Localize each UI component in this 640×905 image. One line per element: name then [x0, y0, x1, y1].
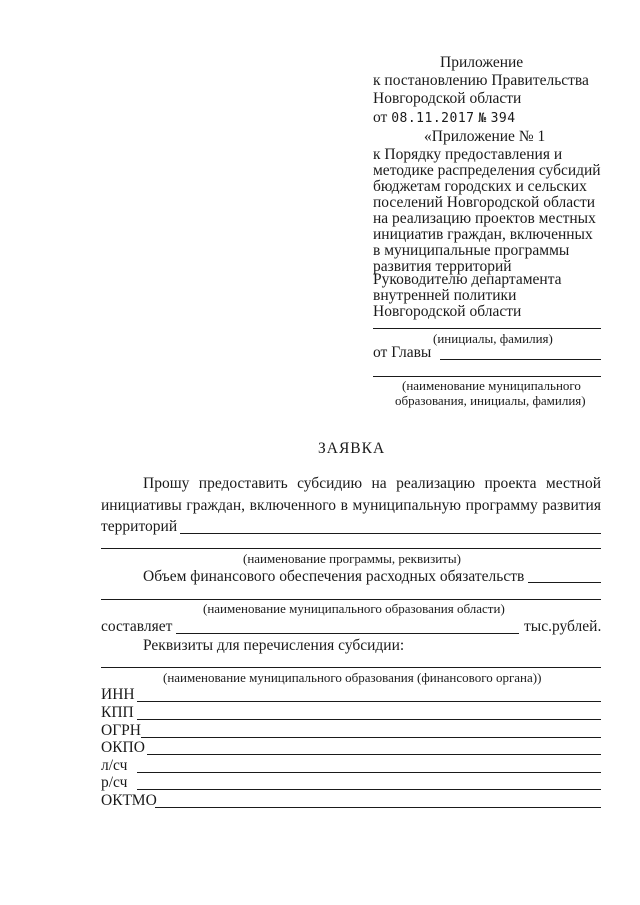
field-line-oktmo[interactable] — [155, 807, 601, 808]
order-line: в муниципальные программы — [373, 242, 570, 259]
resolution-label: к постановлению Правительства — [373, 72, 589, 89]
field-line-kpp[interactable] — [137, 719, 601, 720]
field-line-okpo[interactable] — [147, 754, 601, 755]
field-line-settlement-account[interactable] — [137, 789, 601, 790]
amount-suffix: тыс.рублей. — [524, 618, 602, 635]
field-label-kpp: КПП — [101, 704, 134, 721]
field-label-personal-account: л/сч — [101, 757, 128, 774]
field-line-inn[interactable] — [137, 701, 601, 702]
request-line-1: Прошу предоставить субсидию на реализацию проекта местной — [143, 475, 601, 492]
field-label-settlement-account: р/сч — [101, 774, 128, 791]
appendix-number: «Приложение № 1 — [424, 128, 546, 145]
page-title: ЗАЯВКА — [318, 440, 386, 457]
municipality-caption: (наименование муниципального образования области) — [203, 601, 505, 616]
field-label-oktmo: ОКТМО — [101, 792, 157, 809]
appendix-label: Приложение — [440, 54, 524, 71]
order-line: бюджетам городских и сельских — [373, 178, 587, 195]
addressee-line: внутренней политики — [373, 287, 517, 304]
from-head-label: от Главы — [373, 344, 432, 361]
addressee-line: Новгородской области — [373, 303, 522, 320]
head-name-line[interactable] — [440, 359, 601, 360]
from-label: от — [373, 109, 388, 126]
order-reference — [373, 147, 601, 275]
addressee-initials-line[interactable] — [373, 328, 601, 329]
requisites-label: Реквизиты для перечисления субсидии: — [143, 637, 405, 654]
finance-body-line[interactable] — [101, 667, 601, 668]
field-label-ogrn: ОГРН — [101, 722, 141, 739]
resolution-date: 08.11.2017 — [391, 111, 475, 126]
initials-caption: (инициалы, фамилия) — [433, 331, 553, 346]
order-line: поселений Новгородской области — [373, 194, 596, 211]
program-caption: (наименование программы, реквизиты) — [243, 551, 461, 566]
order-line: инициатив граждан, включенных — [373, 226, 593, 243]
order-line: к Порядку предоставления и — [373, 146, 563, 163]
order-line: на реализацию проектов местных — [373, 210, 596, 227]
program-line[interactable] — [180, 533, 601, 534]
field-line-personal-account[interactable] — [137, 772, 601, 773]
amount-prefix: составляет — [101, 618, 173, 635]
municipality-caption-1: (наименование муниципального — [402, 378, 581, 393]
program-line-2[interactable] — [101, 548, 601, 549]
municipality-caption-2: образования, инициалы, фамилия) — [395, 393, 586, 408]
addressee-block — [373, 272, 562, 320]
number-sign: № — [478, 111, 487, 126]
volume-label: Объем финансового обеспечения расходных обязательств — [143, 568, 525, 585]
field-line-ogrn[interactable] — [141, 737, 601, 738]
municipality-line[interactable] — [101, 599, 601, 600]
request-line-2: инициативы граждан, включенного в муниципальную программу развития — [101, 497, 601, 514]
finance-body-caption: (наименование муниципального образования (финансового органа)) — [163, 670, 542, 685]
field-label-inn: ИНН — [101, 686, 135, 703]
region-label: Новгородской области — [373, 90, 522, 107]
resolution-number: 394 — [490, 111, 516, 126]
request-line-3: территорий — [101, 518, 178, 535]
field-label-okpo: ОКПО — [101, 739, 145, 756]
volume-line[interactable] — [528, 582, 601, 583]
order-line: методике распределения субсидий — [373, 162, 601, 179]
head-name-line-2[interactable] — [373, 376, 601, 377]
amount-line[interactable] — [176, 633, 519, 634]
resolution-date-line — [373, 109, 516, 128]
order-line: развития территорий — [373, 258, 512, 275]
addressee-line: Руководителю департамента — [373, 271, 562, 288]
